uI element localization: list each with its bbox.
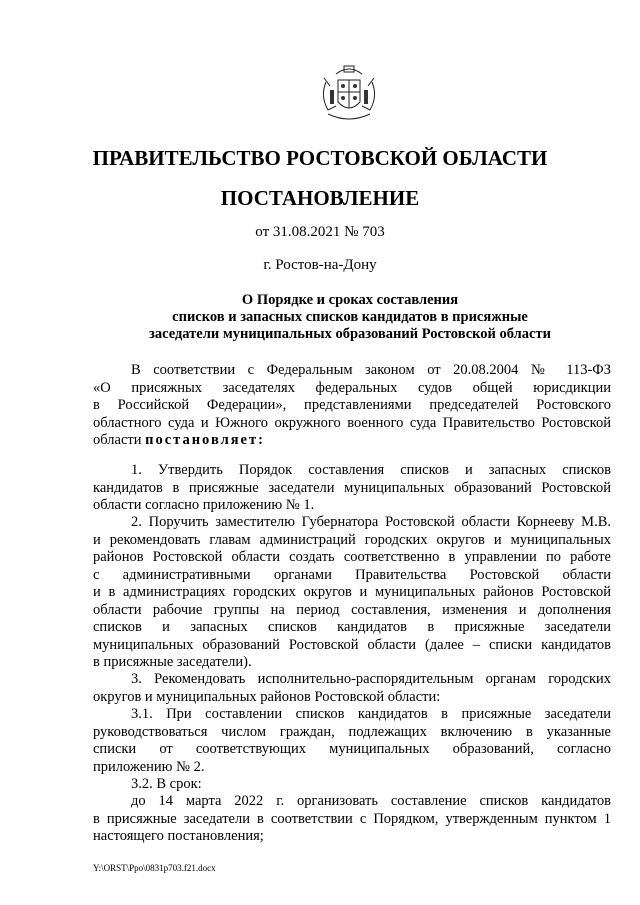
paragraph-line: 3.1. При составлении списков кандидатов в присяжные заседатели [131,706,611,722]
file-path-footer: Y:\ORST\Ppo\0831p703.f21.docx [93,863,216,873]
document-kind: ПОСТАНОВЛЕНИЕ [220,186,420,210]
preamble-last-prefix: области [93,432,142,448]
preamble-line: В соответствии с Федеральным законом от 20.08.2004 № 113-ФЗ [131,362,611,378]
preamble-line: в Российской Федерации», представлениями председателей Ростовского [93,397,611,413]
paragraph-line: списки от соответствующих муниципальных образований, согласно [93,741,611,757]
paragraph-3 [93,671,611,706]
paragraph-line: до 14 марта 2022 г. организовать составление списков кандидатов [131,793,611,809]
document-date-number: от 31.08.2021 № 703 [255,224,385,240]
paragraph-line: в присяжные заседатели в соответствии с Порядком, утвержденным пунктом 1 [93,810,611,827]
paragraph-line: и в администрациях городских округов и муниципальных районов Ростовской [93,584,611,600]
preamble-line: областного суда и Южного окружного военного суда Правительство Ростовской [93,414,611,431]
preamble-line [93,432,611,450]
paragraph-line: муниципальных образований Ростовской области (далее – списки кандидатов [93,636,611,653]
paragraph-3-2-deadline [93,793,611,846]
title-line: заседатели муниципальных образований Ростовской области [149,326,551,342]
paragraph-1 [93,462,611,515]
paragraph-3-2 [93,776,611,794]
paragraph-line: кандидатов в присяжные заседатели муниципальных образований Ростовской [93,479,611,496]
paragraph-line: руководствоваться числом граждан, подлежащих включению в указанные [93,723,611,740]
paragraph-line: округов и муниципальных районов Ростовской области: [93,688,441,705]
organization-name: ПРАВИТЕЛЬСТВО РОСТОВСКОЙ ОБЛАСТИ [92,146,548,170]
paragraph-line: списков и запасных списков кандидатов в присяжные заседатели [93,619,611,635]
paragraph-line: области рабочие группы на период составления, изменения и дополнения [93,601,611,618]
paragraph-line: 2. Поручить заместителю Губернатора Ростовской области Корнееву М.В. [131,514,611,530]
paragraph-line: в присяжные заседатели). [93,654,252,670]
paragraph-line: приложению № 2. [93,758,205,775]
paragraph-line: районов Ростовской области создать соответственно в управлении по работе [93,549,611,565]
preamble-keyword: постановляет: [145,432,265,448]
paragraph-line: с административными органами Правительства Ростовской области [93,566,611,583]
paragraph-line: настоящего постановления; [93,828,264,844]
paragraph-line: 3. Рекомендовать исполнительно-распорядительным органам городских [131,671,611,687]
paragraph-line: и рекомендовать главам администраций городских округов и муниципальных [93,531,611,548]
preamble-line: «О присяжных заседателях федеральных судов общей юрисдикции [93,379,611,396]
title-line: списков и запасных списков кандидатов в присяжные [172,309,528,325]
coat-of-arms-icon [316,62,382,128]
title-line: О Порядке и сроках составления [241,292,459,308]
paragraph-line: 1. Утвердить Порядок составления списков и запасных списков [131,462,611,478]
paragraph-3-1 [93,706,611,776]
paragraph-line: области согласно приложению № 1. [93,497,315,513]
document-city: г. Ростов-на-Дону [263,257,377,273]
document-title [90,292,610,343]
preamble [93,362,611,450]
paragraph-line: 3.2. В срок: [131,776,202,792]
paragraph-2 [93,514,611,672]
